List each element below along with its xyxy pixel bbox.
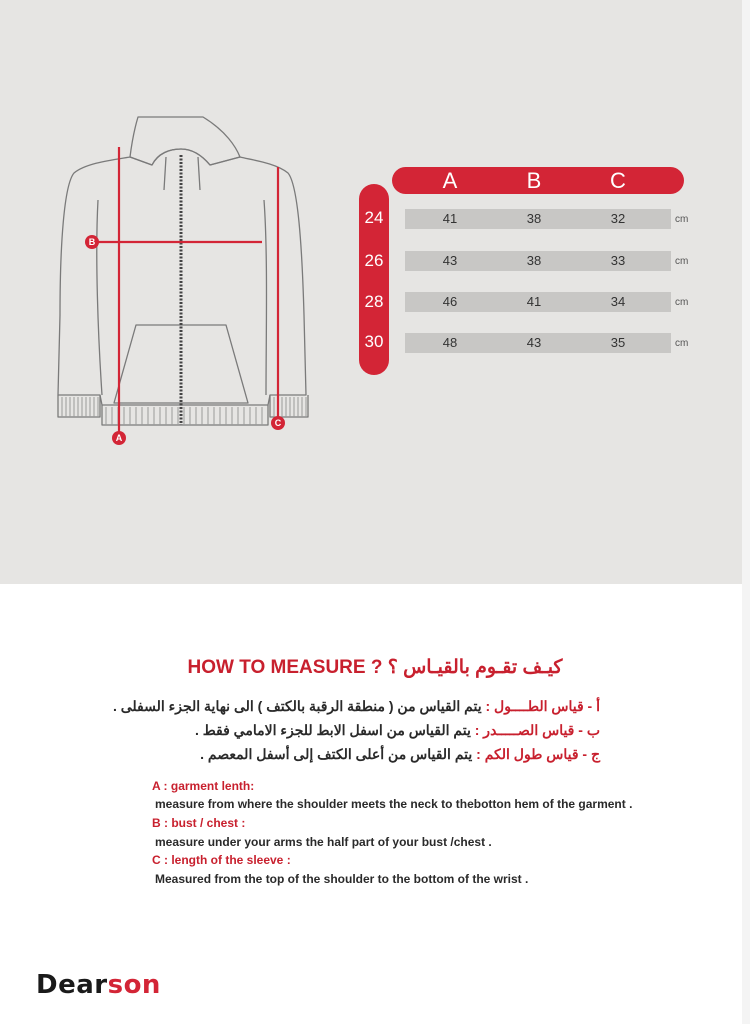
arabic-label: ب - قياس الصـــــدر :: [474, 722, 600, 738]
size-label: 26: [364, 251, 384, 270]
arabic-label: أ - قياس الطــــول :: [485, 698, 600, 714]
cell-b: 41: [526, 294, 542, 309]
cell-c: 33: [610, 253, 626, 268]
unit-label: cm: [675, 214, 689, 225]
size-label: 30: [364, 332, 384, 351]
english-label: B : bust / chest :: [152, 816, 246, 830]
english-label: A : garment lenth:: [152, 779, 255, 793]
hood-outline: [130, 117, 240, 165]
page-edge: [742, 0, 750, 1024]
cell-c: 32: [610, 211, 626, 226]
cell-a: 41: [442, 211, 458, 226]
cell-a: 46: [442, 294, 458, 309]
english-text: measure from where the shoulder meets the neck to thebotton hem of the garment .: [155, 797, 633, 811]
arabic-instruction: [195, 722, 600, 739]
column-header-c: C: [610, 168, 626, 193]
cell-b: 38: [526, 211, 542, 226]
marker-a: A: [115, 433, 123, 443]
page-title: HOW TO MEASURE ? كيـف تقـوم بالقيـاس ؟: [187, 657, 563, 678]
size-label: 28: [364, 292, 384, 311]
cell-b: 38: [526, 253, 542, 268]
arabic-text: يتم القياس من أعلى الكتف إلى أسفل المعصم .: [200, 746, 477, 762]
cell-c: 35: [610, 335, 626, 350]
arabic-label: ج - قياس طول الكم :: [476, 746, 600, 762]
hoodie-diagram: [50, 105, 320, 450]
column-header-b: B: [526, 168, 542, 193]
english-text: measure under your arms the half part of your bust /chest .: [155, 835, 492, 849]
cell-b: 43: [526, 335, 542, 350]
english-text: Measured from the top of the shoulder to the bottom of the wrist .: [155, 872, 529, 886]
cell-a: 43: [442, 253, 458, 268]
arabic-text: يتم القياس من ( منطقة الرقبة بالكتف ) الى نهاية الجزء السفلى .: [112, 698, 486, 714]
column-header-a: A: [442, 168, 458, 193]
unit-label: cm: [675, 256, 689, 267]
arabic-instruction: [113, 698, 600, 715]
brand-logo: [36, 970, 161, 1000]
brand-accent-text: son: [107, 970, 161, 1000]
size-label: 24: [364, 208, 384, 227]
marker-b: B: [88, 237, 96, 247]
unit-label: cm: [675, 297, 689, 308]
cell-c: 34: [610, 294, 626, 309]
unit-label: cm: [675, 338, 689, 349]
english-label: C : length of the sleeve :: [152, 853, 291, 867]
brand-text: Dear: [36, 970, 108, 1000]
marker-c: C: [274, 418, 282, 428]
arabic-instruction: [200, 746, 600, 763]
cell-a: 48: [442, 335, 458, 350]
arabic-text: يتم القياس من اسفل الابط للجزء الامامي فقط .: [194, 722, 475, 738]
